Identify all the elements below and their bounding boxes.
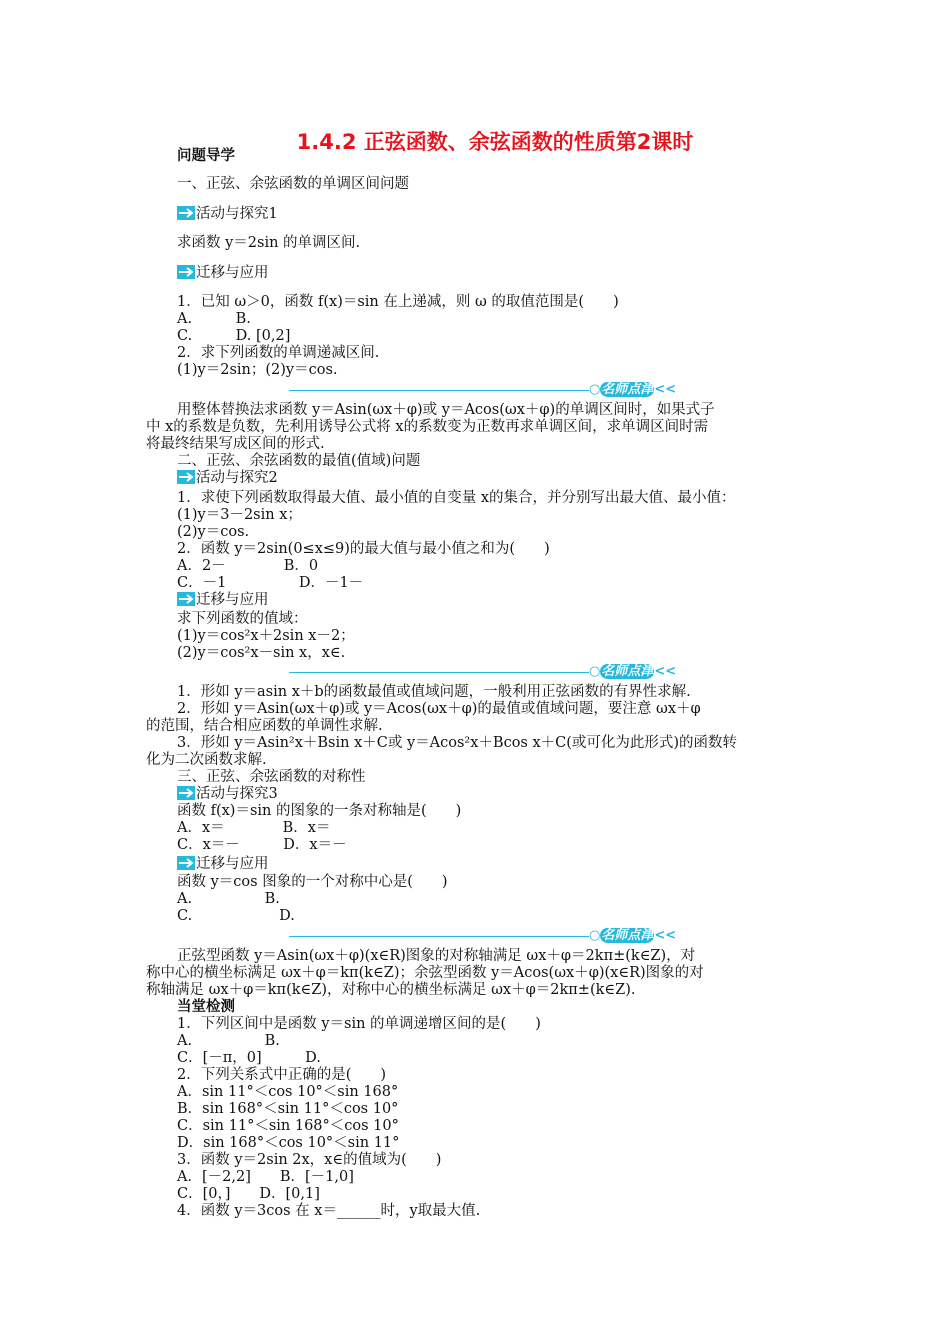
tip-line: 用整体替换法求函数 y＝Asin(ωx＋φ)或 y＝Acos(ωx＋φ)的单调区间时，如果式子 — [177, 402, 715, 418]
text-line: (1)y＝cos²x＋2sin x－2； — [177, 628, 355, 644]
tip-line: 中 x的系数是负数，先利用诱导公式将 x的系数变为正数再求单调区间，求单调区间时需 — [146, 419, 709, 435]
activity-label: 活动与探究2 — [196, 470, 278, 486]
text-line: C．[－π，0] D. — [177, 1050, 321, 1066]
text-line: 3．函数 y＝2sin 2x，x∈的值域为( ) — [177, 1152, 442, 1168]
right-arrow-icon — [177, 592, 195, 606]
text-line: A. B. — [177, 891, 280, 907]
text-line: A. B. — [177, 311, 251, 327]
text-line: (1)y＝3－2sin x； — [177, 507, 302, 523]
activity-label: 活动与探究1 — [196, 206, 278, 222]
right-arrow-icon — [177, 856, 195, 870]
right-arrow-icon — [177, 470, 195, 484]
activity-3 — [177, 786, 278, 803]
tip-line: 3．形如 y＝Asin²x＋Bsin x＋C或 y＝Acos²x＋Bcos x＋C(或可化为此形式)的函数转 — [177, 735, 738, 751]
text-line: 函数 y＝cos 图象的一个对称中心是( ) — [177, 874, 448, 890]
transfer-1 — [177, 265, 269, 282]
check-heading: 当堂检测 — [177, 999, 235, 1015]
right-arrow-icon — [177, 265, 195, 279]
right-arrow-icon — [177, 206, 195, 220]
text-line: (1)y＝2sin；(2)y＝cos. — [177, 362, 338, 378]
tip-line: 2．形如 y＝Asin(ωx＋φ)或 y＝Acos(ωx＋φ)的最值或值域问题，要注意 ωx＋φ — [177, 701, 701, 717]
text-line: (2)y＝cos. — [177, 524, 250, 540]
text-line: C．x＝－ D．x＝－ — [177, 837, 347, 853]
text-line: A. B. — [177, 1033, 280, 1049]
transfer-label: 迁移与应用 — [196, 592, 269, 608]
text-line: (2)y＝cos²x－sin x，x∈. — [177, 645, 346, 661]
tip-badge: ○名师点津<< — [589, 664, 677, 679]
tip-badge: ○名师点津<< — [589, 928, 677, 943]
tip-divider — [289, 382, 697, 398]
transfer-3 — [177, 856, 269, 873]
tip-badge: ○名师点津<< — [589, 382, 677, 397]
text-line: C．[0，] D．[0,1] — [177, 1186, 320, 1202]
activity-1 — [177, 206, 278, 223]
tip-line: 称轴满足 ωx＋φ＝kπ(k∈Z)，对称中心的横坐标满足 ωx＋φ＝2kπ±(k∈Z). — [146, 982, 636, 998]
text-line: C．sin 11°＜sin 168°＜cos 10° — [177, 1118, 399, 1134]
part2-heading: 二、正弦、余弦函数的最值(值域)问题 — [177, 453, 421, 469]
text-line: 4．函数 y＝3cos 在 x＝______时，y取最大值. — [177, 1203, 481, 1219]
transfer-label: 迁移与应用 — [196, 265, 269, 281]
text-line: 2．函数 y＝2sin(0≤x≤9)的最大值与最小值之和为( ) — [177, 541, 550, 557]
text-line: 1．已知 ω＞0，函数 f(x)＝sin 在上递减，则 ω 的取值范围是( ) — [177, 294, 619, 310]
text-line: 1．下列区间中是函数 y＝sin 的单调递增区间的是( ) — [177, 1016, 541, 1032]
page-title: 1.4.2 正弦函数、余弦函数的性质第2课时 — [296, 130, 694, 154]
activity-2 — [177, 470, 278, 487]
text-line: 2．求下列函数的单调递减区间. — [177, 345, 380, 361]
part3-heading: 三、正弦、余弦函数的对称性 — [177, 769, 366, 785]
text-line: 1．求使下列函数取得最大值、最小值的自变量 x的集合，并分别写出最大值、最小值： — [177, 490, 736, 506]
activity-label: 活动与探究3 — [196, 786, 278, 802]
text-line: A．sin 11°＜cos 10°＜sin 168° — [177, 1084, 399, 1100]
tip-line: 将最终结果写成区间的形式. — [146, 436, 325, 452]
right-arrow-icon — [177, 786, 195, 800]
tip-line: 1．形如 y＝asin x＋b的函数最值或值域问题，一般利用正弦函数的有界性求解. — [177, 684, 691, 700]
transfer-2 — [177, 592, 269, 609]
text-line: A．2－ B．0 — [177, 558, 319, 574]
activity-text: 求函数 y＝2sin 的单调区间. — [177, 235, 361, 251]
text-line: 求下列函数的值域： — [177, 611, 308, 627]
text-line: 函数 f(x)＝sin 的图象的一条对称轴是( ) — [177, 803, 462, 819]
text-line: 2．下列关系式中正确的是( ) — [177, 1067, 387, 1083]
tip-divider — [289, 928, 697, 944]
text-line: C. D. — [177, 908, 295, 924]
tip-line: 的范围，结合相应函数的单调性求解. — [146, 718, 383, 734]
tip-line: 称中心的横坐标满足 ωx＋φ＝kπ(k∈Z)；余弦型函数 y＝Acos(ωx＋φ)(x∈R)图象的对 — [146, 965, 704, 981]
text-line: A．[－2,2] B．[－1,0] — [177, 1169, 354, 1185]
tip-line: 正弦型函数 y＝Asin(ωx＋φ)(x∈R)图象的对称轴满足 ωx＋φ＝2kπ±(k∈Z)，对 — [177, 948, 696, 964]
text-line: B．sin 168°＜sin 11°＜cos 10° — [177, 1101, 399, 1117]
part1-heading: 一、正弦、余弦函数的单调区间问题 — [177, 176, 409, 192]
section-heading: 问题导学 — [177, 148, 235, 164]
transfer-label: 迁移与应用 — [196, 856, 269, 872]
tip-line: 化为二次函数求解. — [146, 752, 267, 768]
tip-divider — [289, 664, 697, 680]
text-line: C．－1 D．－1－ — [177, 575, 364, 591]
text-line: D．sin 168°＜cos 10°＜sin 11° — [177, 1135, 400, 1151]
text-line: A．x＝ B．x＝ — [177, 820, 331, 836]
text-line: C. D. [0,2] — [177, 328, 291, 344]
